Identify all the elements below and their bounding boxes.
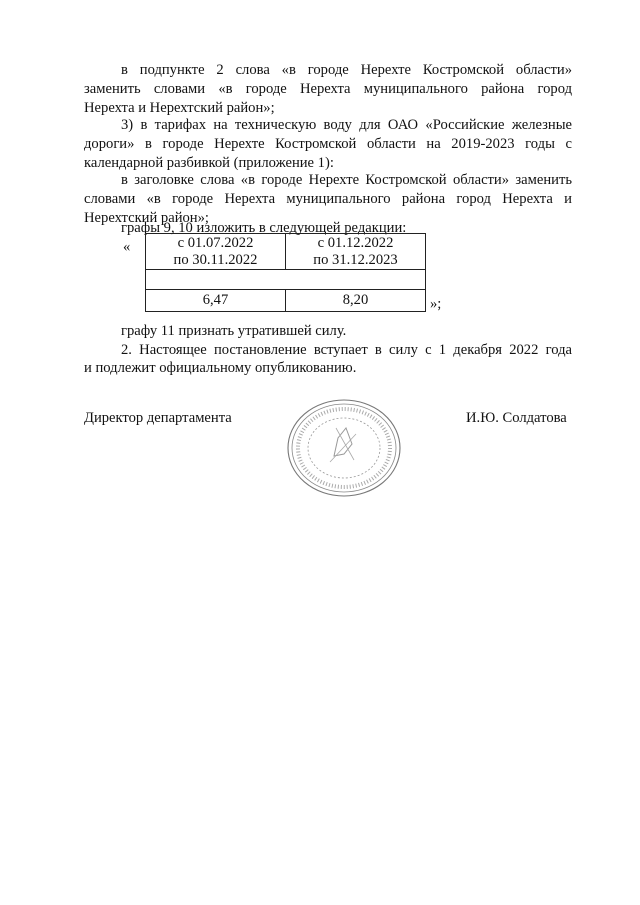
period-2-end: по 31.12.2023	[313, 251, 398, 268]
paragraph-2-line-3: календарной разбивкой (приложение 1):	[84, 155, 334, 171]
signature-name: И.Ю. Солдатова	[466, 410, 567, 426]
tariff-table	[145, 233, 426, 312]
paragraph-4: графы 9, 10 изложить в следующей редакции:	[121, 220, 407, 236]
period-1-start: с 01.07.2022	[177, 234, 254, 251]
paragraph-6-line-2: и подлежит официальному опубликованию.	[84, 360, 357, 376]
paragraph-6-line-1: 2. Настоящее постановление вступает в силу с 1 декабря 2022 года	[121, 342, 572, 358]
table-empty-row	[146, 270, 426, 290]
paragraph-3-line-3: Нерехтский район»;	[84, 210, 209, 226]
closing-quote: »;	[430, 296, 442, 312]
official-seal-stamp	[286, 398, 402, 498]
period-1-end: по 30.11.2022	[173, 251, 258, 268]
paragraph-2-line-2: дороги» в городе Нерехте Костромской области на 2019-2023 годы с	[84, 136, 572, 152]
paragraph-3-line-1: в заголовке слова «в городе Нерехте Костромской области» заменить	[121, 172, 572, 188]
paragraph-3-line-2: словами «в городе Нерехта муниципального района город Нерехта и	[84, 191, 572, 207]
paragraph-1-line-1: в подпункте 2 слова «в городе Нерехте Костромской области»	[121, 62, 572, 78]
table-header-period-2	[286, 234, 426, 270]
paragraph-1-line-2: заменить словами «в городе Нерехта муниципального района город	[84, 81, 572, 97]
period-2-start: с 01.12.2022	[317, 234, 394, 251]
paragraph-1-line-3: Нерехта и Нерехтский район»;	[84, 100, 275, 116]
table-value-2: 8,20	[286, 290, 426, 312]
paragraph-2-line-1: 3) в тарифах на техническую воду для ОАО «Российские железные	[121, 117, 572, 133]
paragraph-5: графу 11 признать утратившей силу.	[121, 323, 347, 339]
table-header-period-1	[146, 234, 286, 270]
signature-position: Директор департамента	[84, 410, 232, 426]
opening-quote: «	[123, 239, 131, 255]
table-value-1: 6,47	[146, 290, 286, 312]
